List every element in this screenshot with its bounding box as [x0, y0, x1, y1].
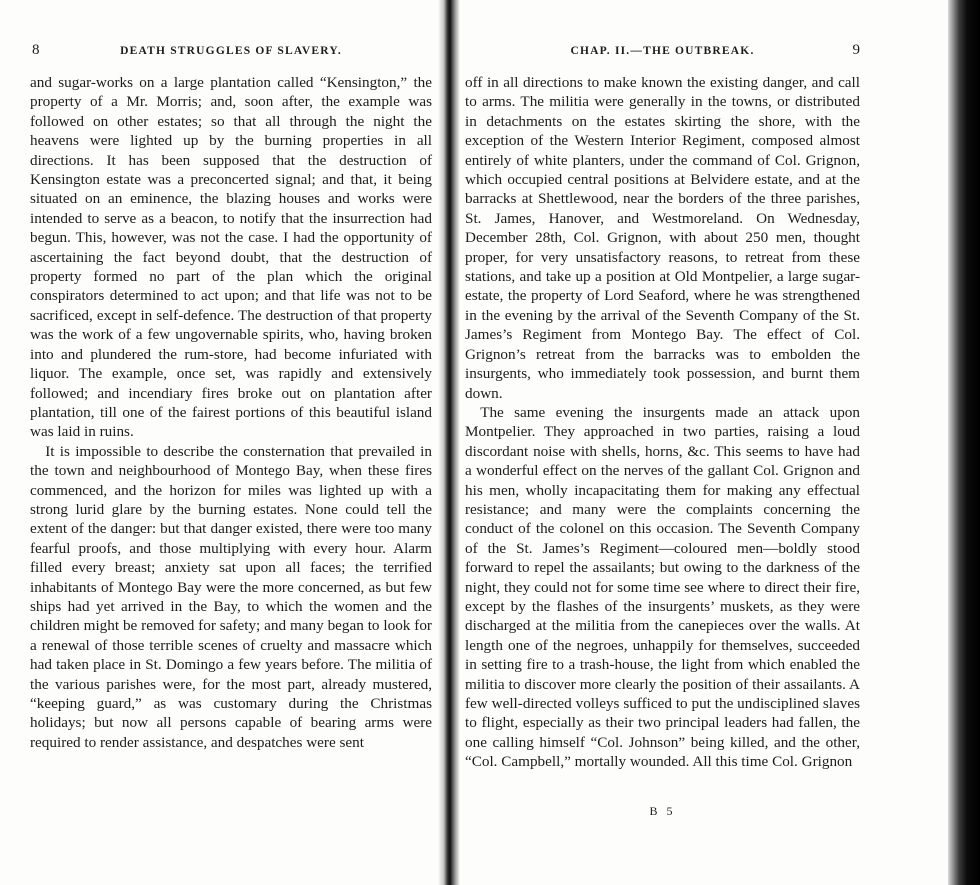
- paragraph: off in all directions to make known the existing danger, and call to arms. The militia were generally in the towns, or distributed in detachments on the estates skirting the shore, with the exception of the Western Interior Regiment, composed almost entirely of white planters, under the command of Col. Grignon, which occupied central positions at Belvidere estate, and at the barracks at Shettlewood, near the borders of the three parishes, St. James, Hanover, and Westmoreland. On Wednesday, December 28th, Col. Grignon, with about 250 men, thought proper, for very unsatisfactory reasons, to retreat from these stations, and take up a position at Old Montpelier, a large sugar-estate, the property of Lord Seaford, where he was strengthened in the evening by the arrival of the Seventh Company of the St. James’s Regiment from Montego Bay. The effect of Col. Grignon’s retreat from the barracks was to embolden the insurgents, who immediately took possession, and burnt them down.: [465, 74, 860, 402]
- right-page-number: 9: [852, 42, 860, 58]
- signature-mark: B 5: [649, 804, 676, 818]
- left-page: [30, 0, 432, 885]
- book-gutter: [438, 0, 460, 885]
- paragraph: It is impossible to describe the consternation that prevailed in the town and neighbourhood of Montego Bay, when these fires commenced, and the horizon for miles was lighted up with a strong lurid glare by the burning estates. None could tell the extent of the danger: but that danger existed, there were too many fearful proofs, and those multiplying with every hour. Alarm filled every breast; anxiety sat upon all faces; the terrified inhabitants of Montego Bay were the more concerned, as but few ships had yet arrived in the Bay, to which the women and the children might be removed for safety; and many began to look for a renewal of those terrible scenes of cruelty and massacre which had taken place in St. Domingo a few years before. The militia of the various parishes were, for the most part, already mustered, “keeping guard,” as was customary during the Christmas holidays; but now all persons capable of bearing arms were required to render assistance, and despatches were sent: [30, 442, 432, 751]
- left-page-number: 8: [32, 42, 40, 58]
- right-page: [465, 0, 860, 885]
- paragraph: and sugar-works on a large plantation called “Kensington,” the property of a Mr. Morris; and, soon after, the example was followed on other estates; so that all through the night the heavens were lighted up by the burning properties in all directions. It has been supposed that the destruction of Kensington estate was a preconcerted signal; and that, it being situated on an eminence, the blazing houses and works were intended to serve as a beacon, to notify that the insurrection had begun. This, however, was not the case. I had the opportunity of ascertaining the fact beyond doubt, that the destruction of property formed no part of the plan which the original conspirators determined to act upon; and that life was not to be sacrificed, except in self-defence. The destruction of that property was the work of a few ungovernable spirits, who, having broken into and plundered the rum-store, had become infuriated with liquor. The example, once set, was rapidly and extensively followed; and incendiary fires broke out on plantation after plantation, till one of the fairest portions of this beautiful island was laid in ruins.: [30, 74, 432, 441]
- paragraph: The same evening the insurgents made an attack upon Montpelier. They approached in two parties, raising a loud discordant noise with shells, horns, &c. This seems to have had a wonderful effect on the nerves of the gallant Col. Grignon and his men, wholly incapacitating them for making any effectual resistance; and many were the complaints concerning the conduct of the colonel on this occasion. The Seventh Company of the St. James’s Regiment—coloured men—boldly stood forward to repel the assailants; but owing to the darkness of the night, they could not for some time see where to direct their fire, except by the flashes of the insurgents’ muskets, as they were discharged at the militia from the canepieces over the walls. At length one of the negroes, unhappily for themselves, succeeded in setting fire to a trash-house, the light from which enabled the militia to discover more clearly the position of their assailants. A few well-directed volleys sufficed to put the undisciplined slaves to flight, especially as their two principal leaders had fallen, the one calling himself “Col. Johnson” being killed, and the other, “Col. Campbell,” mortally wounded. All this time Col. Grignon: [465, 403, 860, 771]
- right-page-body: [465, 73, 860, 772]
- left-page-body: [30, 73, 432, 752]
- right-page-header: [465, 42, 860, 64]
- left-page-header: [30, 42, 432, 64]
- page-edge-shadow: [948, 0, 980, 885]
- right-running-head: CHAP. II.—THE OUTBREAK.: [570, 45, 755, 57]
- left-running-head: DEATH STRUGGLES OF SLAVERY.: [120, 45, 342, 57]
